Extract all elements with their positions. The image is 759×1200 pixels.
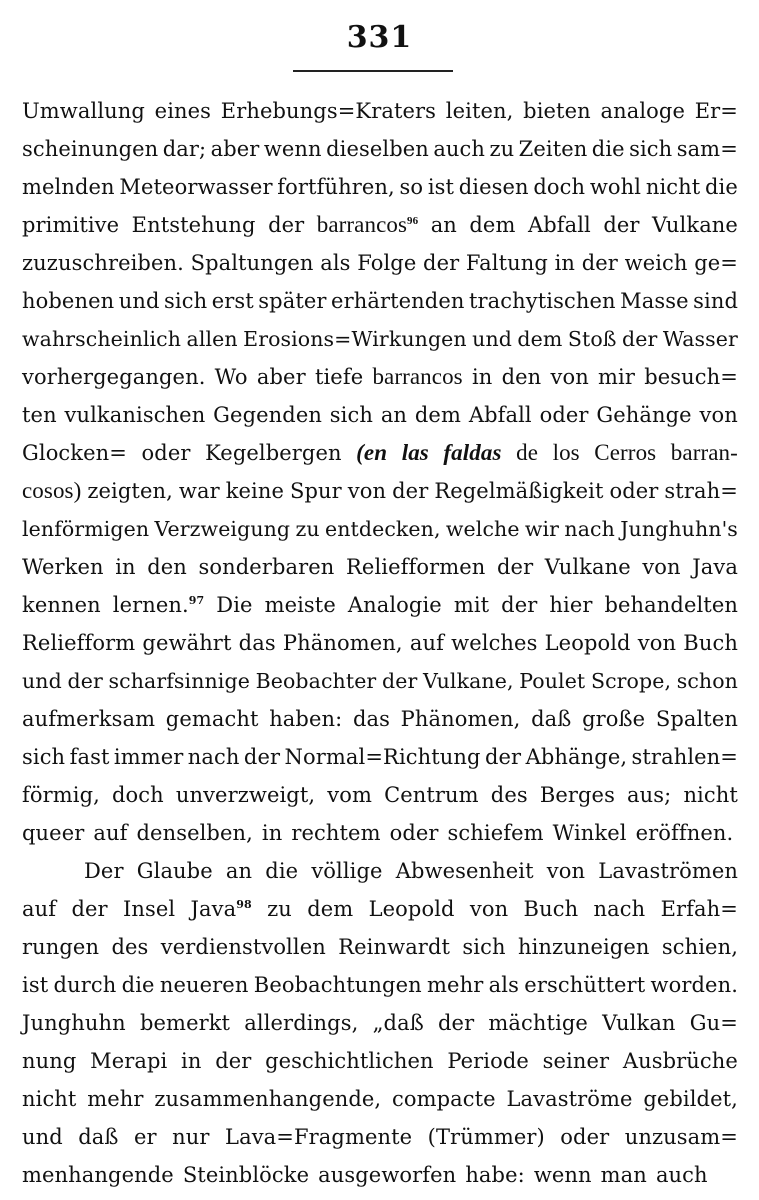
word: von bbox=[699, 403, 738, 427]
word: zu bbox=[489, 137, 515, 161]
word: dieselben bbox=[326, 137, 429, 161]
word: aber bbox=[256, 365, 306, 389]
word: Masse bbox=[620, 289, 689, 313]
word: „daß bbox=[372, 1011, 424, 1035]
word: Spalten bbox=[655, 707, 738, 731]
word: scheinungen bbox=[22, 137, 159, 161]
text-line bbox=[22, 966, 738, 1004]
word: allen bbox=[186, 327, 238, 351]
word: Erosions=Wirkungen bbox=[243, 327, 467, 351]
word: Beobachter bbox=[255, 669, 377, 693]
word: Wasser bbox=[662, 327, 738, 351]
text-line bbox=[22, 814, 738, 852]
word: Erfah= bbox=[660, 897, 738, 921]
word: in bbox=[261, 821, 283, 845]
word: zuzuschreiben. bbox=[22, 251, 184, 275]
word: in bbox=[471, 365, 493, 389]
word: entdecken, bbox=[325, 517, 441, 541]
word: gebildet, bbox=[643, 1087, 738, 1111]
word: war bbox=[178, 479, 220, 503]
word: und bbox=[22, 1125, 63, 1149]
word: von bbox=[347, 479, 387, 503]
word: sich bbox=[629, 137, 673, 161]
word: der bbox=[382, 669, 418, 693]
word: nach bbox=[564, 517, 615, 541]
text-line bbox=[22, 738, 738, 776]
word: durch bbox=[53, 973, 117, 997]
word: (Trümmer) bbox=[427, 1125, 545, 1149]
word: meiste bbox=[264, 593, 336, 617]
word: barrancos$^{96}$ bbox=[316, 212, 419, 237]
word: eröffnen. bbox=[635, 821, 734, 845]
word: Insel bbox=[122, 897, 176, 921]
word: los bbox=[552, 440, 580, 465]
word: melnden bbox=[22, 175, 115, 199]
word: welche bbox=[445, 517, 520, 541]
body-text bbox=[22, 92, 738, 1194]
word: der bbox=[622, 327, 658, 351]
word: in bbox=[181, 1049, 202, 1073]
word: ge= bbox=[694, 251, 738, 275]
word: ist bbox=[22, 973, 49, 997]
word: nung bbox=[22, 1049, 77, 1073]
word: menhangende bbox=[22, 1163, 174, 1187]
word: Erhebungs=Kraters bbox=[220, 99, 437, 123]
word: vorhergegangen. bbox=[22, 365, 206, 389]
word: Abfall bbox=[527, 213, 591, 237]
word: die bbox=[265, 859, 299, 883]
word: las bbox=[401, 440, 429, 465]
word: oder bbox=[389, 821, 439, 845]
word: doch bbox=[533, 175, 586, 199]
text-line bbox=[22, 358, 738, 396]
word: Glocken= bbox=[22, 441, 127, 465]
word: ausgeworfen bbox=[318, 1163, 457, 1187]
word: dem bbox=[469, 213, 516, 237]
word: der bbox=[67, 669, 103, 693]
footnote-marker: 98 bbox=[236, 898, 252, 911]
word: an bbox=[430, 213, 457, 237]
word: wahrscheinlich bbox=[22, 327, 182, 351]
word: kennen bbox=[22, 593, 101, 617]
word: ist bbox=[427, 175, 455, 199]
word: Reliefformen bbox=[346, 555, 486, 579]
word: schiefem bbox=[447, 821, 544, 845]
footnote-marker: 97 bbox=[188, 594, 205, 607]
word: Folge bbox=[357, 251, 417, 275]
word: der bbox=[501, 593, 538, 617]
word: der bbox=[215, 1049, 252, 1073]
word: leiten, bbox=[445, 99, 514, 123]
word: wir bbox=[524, 517, 560, 541]
text-line bbox=[22, 1042, 738, 1080]
word: den bbox=[501, 365, 542, 389]
word: an bbox=[225, 859, 253, 883]
page-number: 331 bbox=[346, 20, 413, 55]
word: strahlen= bbox=[631, 745, 738, 769]
word: unverzweigt, bbox=[175, 783, 316, 807]
word: Java$^{98}$ bbox=[190, 897, 252, 921]
word: bieten bbox=[523, 99, 591, 123]
word: von bbox=[642, 555, 681, 579]
header-rule bbox=[293, 70, 453, 72]
text-line bbox=[22, 168, 738, 206]
word: Stoß bbox=[567, 327, 617, 351]
word: sam= bbox=[676, 137, 738, 161]
word: des bbox=[111, 935, 149, 959]
word: Kegelbergen bbox=[205, 441, 342, 465]
word: der bbox=[581, 251, 618, 275]
word: denselben, bbox=[136, 821, 253, 845]
word: mehr bbox=[427, 973, 484, 997]
word: Regelmäßigkeit bbox=[434, 479, 604, 503]
word: gemacht bbox=[165, 707, 259, 731]
word: Cerros bbox=[594, 440, 657, 465]
word: Faltung bbox=[465, 251, 548, 275]
word: als bbox=[320, 251, 351, 275]
word: sich bbox=[462, 935, 506, 959]
word: zu bbox=[295, 517, 320, 541]
word: vom bbox=[327, 783, 372, 807]
text-line bbox=[22, 282, 738, 320]
word: Normal=Richtung bbox=[284, 745, 481, 769]
word: dem bbox=[307, 897, 354, 921]
text-line bbox=[22, 890, 738, 928]
word: dem bbox=[414, 403, 461, 427]
word: auch bbox=[655, 1163, 708, 1187]
word: Berges bbox=[539, 783, 615, 807]
word: dar; bbox=[162, 137, 207, 161]
word: dem bbox=[517, 327, 563, 351]
text-line bbox=[22, 434, 738, 472]
word: primitive bbox=[22, 213, 120, 237]
word: erst bbox=[211, 289, 254, 313]
word: Buch bbox=[683, 631, 738, 655]
word: Reinwardt bbox=[338, 935, 451, 959]
word: die bbox=[705, 175, 738, 199]
word: die bbox=[591, 137, 625, 161]
text-line bbox=[22, 130, 738, 168]
word: verdienstvollen bbox=[160, 935, 326, 959]
word: mir bbox=[598, 365, 636, 389]
word: Ausbrüche bbox=[622, 1049, 738, 1073]
word: der bbox=[438, 1011, 475, 1035]
word: an bbox=[380, 403, 408, 427]
word: er bbox=[134, 1125, 157, 1149]
word: Die bbox=[216, 593, 253, 617]
word: seiner bbox=[542, 1049, 610, 1073]
word: hinzuneigen bbox=[517, 935, 650, 959]
word: Abwesenheit bbox=[395, 859, 534, 883]
word: weich bbox=[624, 251, 688, 275]
text-line bbox=[22, 586, 738, 624]
word: große bbox=[582, 707, 646, 731]
word: sich bbox=[164, 289, 208, 313]
word: cosos) bbox=[22, 478, 82, 503]
word: der bbox=[497, 555, 534, 579]
word: man bbox=[600, 1163, 647, 1187]
word: Lava=Fragmente bbox=[225, 1125, 413, 1149]
word: nicht bbox=[683, 783, 738, 807]
word: der bbox=[71, 897, 108, 921]
word: erhärtenden bbox=[331, 289, 465, 313]
word: Buch bbox=[523, 897, 579, 921]
word: nicht bbox=[22, 1087, 77, 1111]
word: Phänomen, bbox=[282, 631, 403, 655]
word: trachytischen bbox=[468, 289, 616, 313]
word: Wo bbox=[214, 365, 248, 389]
word: der bbox=[484, 745, 522, 769]
word: Junghuhn bbox=[22, 1011, 126, 1035]
word: keine bbox=[225, 479, 285, 503]
word: Zeiten bbox=[518, 137, 588, 161]
word: haben: bbox=[269, 707, 343, 731]
word: Gehänge bbox=[596, 403, 692, 427]
word: das bbox=[238, 631, 276, 655]
word: Analogie bbox=[347, 593, 442, 617]
word: habe: bbox=[465, 1163, 525, 1187]
word: daß bbox=[531, 707, 572, 731]
word: Merapi bbox=[90, 1049, 168, 1073]
word: der bbox=[268, 213, 305, 237]
word: sind bbox=[693, 289, 738, 313]
word: behandelten bbox=[604, 593, 738, 617]
text-line bbox=[22, 1080, 738, 1118]
word: so bbox=[399, 175, 424, 199]
word: Vulkane, bbox=[423, 669, 514, 693]
word: Periode bbox=[447, 1049, 529, 1073]
word: Leopold bbox=[368, 897, 455, 921]
word: von bbox=[550, 365, 589, 389]
word: aber bbox=[210, 137, 260, 161]
word: mächtige bbox=[488, 1011, 588, 1035]
word: rungen bbox=[22, 935, 100, 959]
word: nach bbox=[593, 897, 646, 921]
text-line bbox=[22, 320, 738, 358]
word: Gu= bbox=[689, 1011, 738, 1035]
word: barran- bbox=[670, 440, 738, 465]
text-line bbox=[22, 472, 738, 510]
text-line bbox=[22, 928, 738, 966]
text-line bbox=[22, 548, 738, 586]
word: de bbox=[516, 440, 539, 465]
word: Abfall bbox=[468, 403, 532, 427]
word: queer bbox=[22, 821, 85, 845]
word: erschüttert bbox=[524, 973, 646, 997]
word: in bbox=[115, 555, 136, 579]
word: Glaube bbox=[136, 859, 213, 883]
word: später bbox=[258, 289, 327, 313]
word: das bbox=[352, 707, 391, 731]
word: bemerkt bbox=[139, 1011, 231, 1035]
word: Centrum bbox=[384, 783, 479, 807]
word: unzusam= bbox=[624, 1125, 738, 1149]
footnote-marker: 96 bbox=[407, 215, 419, 227]
word: sich bbox=[329, 403, 373, 427]
word: oder bbox=[141, 441, 191, 465]
word: und bbox=[472, 327, 512, 351]
text-line bbox=[22, 92, 738, 130]
word: zu bbox=[267, 897, 292, 921]
word: des bbox=[490, 783, 528, 807]
word: Vulkane bbox=[652, 213, 738, 237]
word: der bbox=[603, 213, 640, 237]
word: compacte bbox=[391, 1087, 496, 1111]
word: Leopold bbox=[544, 631, 631, 655]
text-line bbox=[22, 1004, 738, 1042]
word: Vulkane bbox=[544, 555, 631, 579]
word: daß bbox=[78, 1125, 119, 1149]
word: lenförmigen bbox=[22, 517, 150, 541]
word: vulkanischen bbox=[64, 403, 206, 427]
word: Phänomen, bbox=[400, 707, 521, 731]
word: der bbox=[423, 251, 460, 275]
word: Lavaströme bbox=[506, 1087, 633, 1111]
word: in bbox=[554, 251, 576, 275]
word: auf bbox=[22, 897, 57, 921]
word: Spaltungen bbox=[190, 251, 314, 275]
word: analoge bbox=[600, 99, 685, 123]
word: doch bbox=[111, 783, 164, 807]
text-line bbox=[22, 776, 738, 814]
word: eines bbox=[154, 99, 212, 123]
word: fast bbox=[69, 745, 110, 769]
word: Reliefform bbox=[22, 631, 136, 655]
text-line bbox=[22, 662, 738, 700]
word: Entstehung bbox=[131, 213, 256, 237]
word: sich bbox=[22, 745, 66, 769]
word: Vulkan bbox=[602, 1011, 676, 1035]
word: Lavaströmen bbox=[598, 859, 738, 883]
word: Meteorwasser bbox=[119, 175, 273, 199]
word: oder bbox=[539, 403, 589, 427]
word: Verzweigung bbox=[154, 517, 291, 541]
word: der bbox=[243, 745, 281, 769]
word: rechtem bbox=[291, 821, 381, 845]
word: besuch= bbox=[644, 365, 738, 389]
word: oder bbox=[609, 479, 659, 503]
word: ten bbox=[22, 403, 57, 427]
word: faldas bbox=[443, 440, 502, 465]
word: scharfsinnige bbox=[108, 669, 250, 693]
word: hobenen bbox=[22, 289, 115, 313]
word: Umwallung bbox=[22, 99, 145, 123]
word: diesen bbox=[458, 175, 529, 199]
word: die bbox=[121, 973, 155, 997]
word: förmig, bbox=[22, 783, 100, 807]
word: sonderbaren bbox=[198, 555, 335, 579]
word: wohl bbox=[589, 175, 642, 199]
text-line bbox=[22, 700, 738, 738]
word: Er= bbox=[694, 99, 738, 123]
word: wenn bbox=[533, 1163, 592, 1187]
word: und bbox=[118, 289, 160, 313]
word: oder bbox=[560, 1125, 610, 1149]
word: Spur bbox=[290, 479, 342, 503]
word: Der bbox=[84, 859, 124, 883]
word: und bbox=[22, 669, 62, 693]
word: Junghuhn's bbox=[620, 517, 738, 541]
word: nach bbox=[187, 745, 240, 769]
word: nur bbox=[172, 1125, 210, 1149]
word: zeigten, bbox=[87, 479, 173, 503]
word: Steinblöcke bbox=[182, 1163, 310, 1187]
word: mehr bbox=[87, 1087, 144, 1111]
word: auf bbox=[93, 821, 128, 845]
word: auf bbox=[409, 631, 444, 655]
word: tiefe bbox=[314, 365, 364, 389]
word: schien, bbox=[661, 935, 738, 959]
word: welches bbox=[451, 631, 538, 655]
text-line bbox=[22, 852, 738, 890]
word: als bbox=[488, 973, 519, 997]
word: (en bbox=[356, 440, 388, 465]
word: von bbox=[546, 859, 586, 883]
word: völlige bbox=[311, 859, 383, 883]
text-line bbox=[22, 1118, 738, 1156]
word: wenn bbox=[263, 137, 322, 161]
word: zusammenhangende, bbox=[154, 1087, 382, 1111]
text-line bbox=[22, 206, 738, 244]
word: aus; bbox=[627, 783, 672, 807]
word: worden. bbox=[650, 973, 738, 997]
word: mit bbox=[453, 593, 490, 617]
word: hier bbox=[549, 593, 593, 617]
word: den bbox=[147, 555, 187, 579]
word: aufmerksam bbox=[22, 707, 156, 731]
word: Scrope, bbox=[590, 669, 672, 693]
word: Java bbox=[692, 555, 738, 579]
word: Poulet bbox=[519, 669, 586, 693]
word: auch bbox=[433, 137, 486, 161]
text-line bbox=[22, 624, 738, 662]
text-line bbox=[22, 244, 738, 282]
word: Beobachtungen bbox=[253, 973, 422, 997]
word: nicht bbox=[645, 175, 701, 199]
word: immer bbox=[113, 745, 184, 769]
word: geschichtlichen bbox=[265, 1049, 434, 1073]
text-line bbox=[22, 396, 738, 434]
word: neueren bbox=[159, 973, 249, 997]
word: der bbox=[392, 479, 429, 503]
word: barrancos bbox=[372, 364, 463, 389]
word: allerdings, bbox=[244, 1011, 359, 1035]
word: von bbox=[469, 897, 509, 921]
word: Abhänge, bbox=[525, 745, 628, 769]
word: gewährt bbox=[142, 631, 232, 655]
word: schon bbox=[676, 669, 738, 693]
word: lernen.$^{97}$ bbox=[112, 593, 205, 617]
word: Werken bbox=[22, 555, 104, 579]
word: strah= bbox=[664, 479, 738, 503]
word: Winkel bbox=[552, 821, 627, 845]
word: Gegenden bbox=[213, 403, 322, 427]
text-line bbox=[22, 510, 738, 548]
word: fortführen, bbox=[277, 175, 395, 199]
text-line bbox=[22, 1156, 738, 1194]
word: von bbox=[637, 631, 677, 655]
